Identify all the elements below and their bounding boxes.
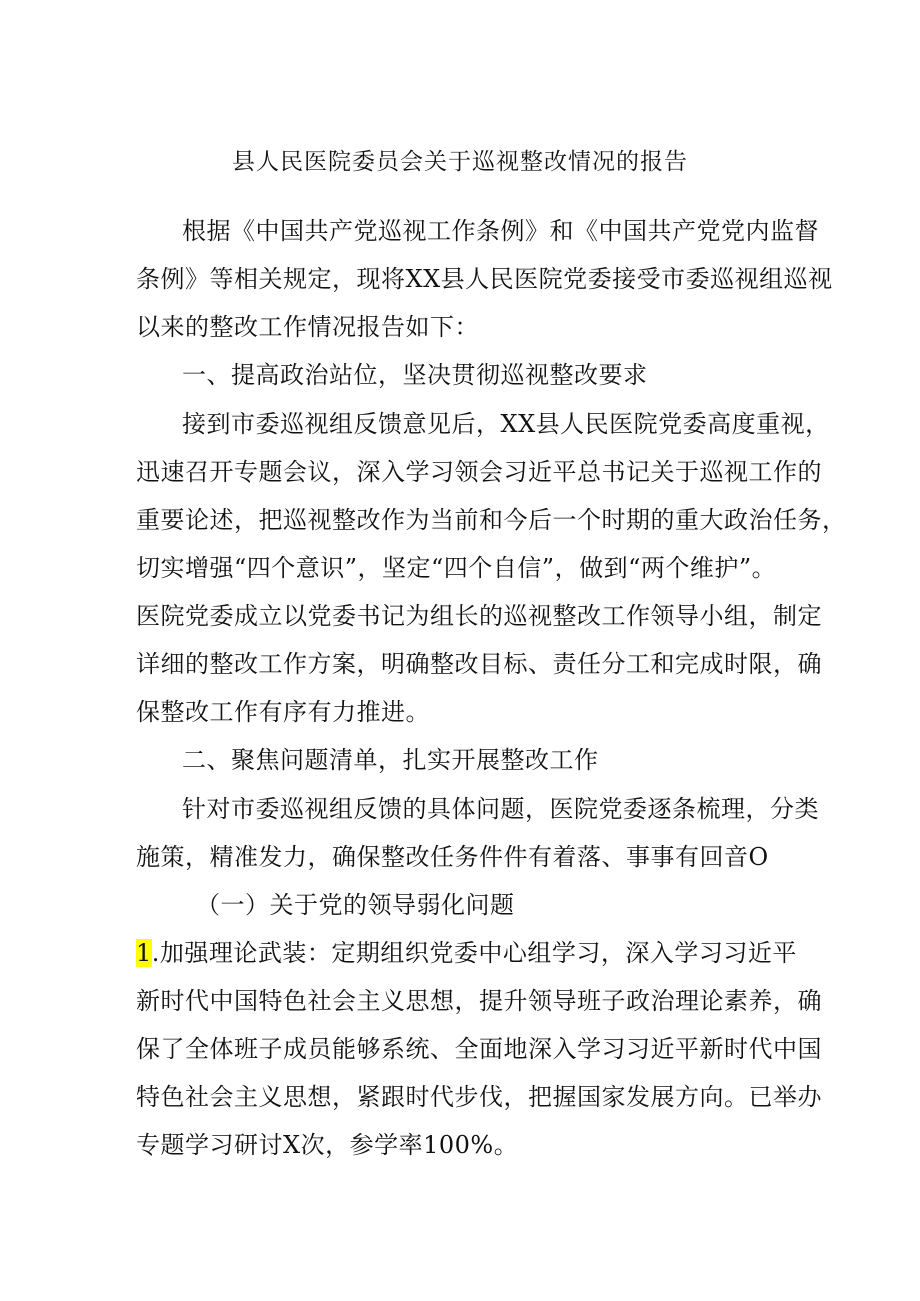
- section1-line: 迅速召开专题会议，深入学习领会习近平总书记关于巡视工作的: [136, 458, 822, 486]
- section1-line: 保整改工作有序有力推进。: [136, 698, 430, 726]
- item1-first-line: [136, 933, 797, 973]
- section1-line: 重要论述，把巡视整改作为当前和今后一个时期的重大政治任务，: [136, 506, 847, 534]
- item1-line: 保了全体班子成员能够系统、全面地深入学习习近平新时代中国: [136, 1035, 822, 1063]
- item1-line: 特色社会主义思想，紧跟时代步伐，把握国家发展方向。已举办: [136, 1083, 822, 1111]
- item1-line: 新时代中国特色社会主义思想，提升领导班子政治理论素养，确: [136, 987, 822, 1015]
- subsection-heading-1: （一）关于党的领导弱化问题: [196, 891, 515, 919]
- document-title: 县人民医院委员会关于巡视整改情况的报告: [232, 149, 688, 175]
- section2-line: 施策，精准发力，确保整改任务件件有着落、事事有回音O: [136, 843, 769, 871]
- section2-line: 针对市委巡视组反馈的具体问题，医院党委逐条梳理，分类: [182, 795, 819, 823]
- item1-first-line-text: .加强理论武装：定期组织党委中心组学习，深入学习习近平: [151, 939, 797, 967]
- section-heading-1: 一、提高政治站位，坚决贯彻巡视整改要求: [182, 361, 648, 389]
- section1-line: 接到市委巡视组反馈意见后，XX县人民医院党委高度重视，: [182, 410, 830, 438]
- intro-line: 以来的整改工作情况报告如下：: [136, 313, 479, 341]
- item-number-highlight: 1: [136, 939, 152, 967]
- intro-line: 根据《中国共产党巡视工作条例》和《中国共产党党内监督: [182, 217, 819, 245]
- intro-line: 条例》等相关规定，现将XX县人民医院党委接受市委巡视组巡视: [136, 265, 833, 293]
- section1-line: 切实增强“四个意识”，坚定“四个自信”，做到“两个维护”。: [136, 554, 777, 582]
- section1-line: 医院党委成立以党委书记为组长的巡视整改工作领导小组，制定: [136, 602, 822, 630]
- item1-line: 专题学习研讨X次，参学率100%。: [136, 1131, 519, 1159]
- section-heading-2: 二、聚焦问题清单，扎实开展整改工作: [182, 746, 599, 774]
- section1-line: 详细的整改工作方案，明确整改目标、责任分工和完成时限，确: [136, 650, 822, 678]
